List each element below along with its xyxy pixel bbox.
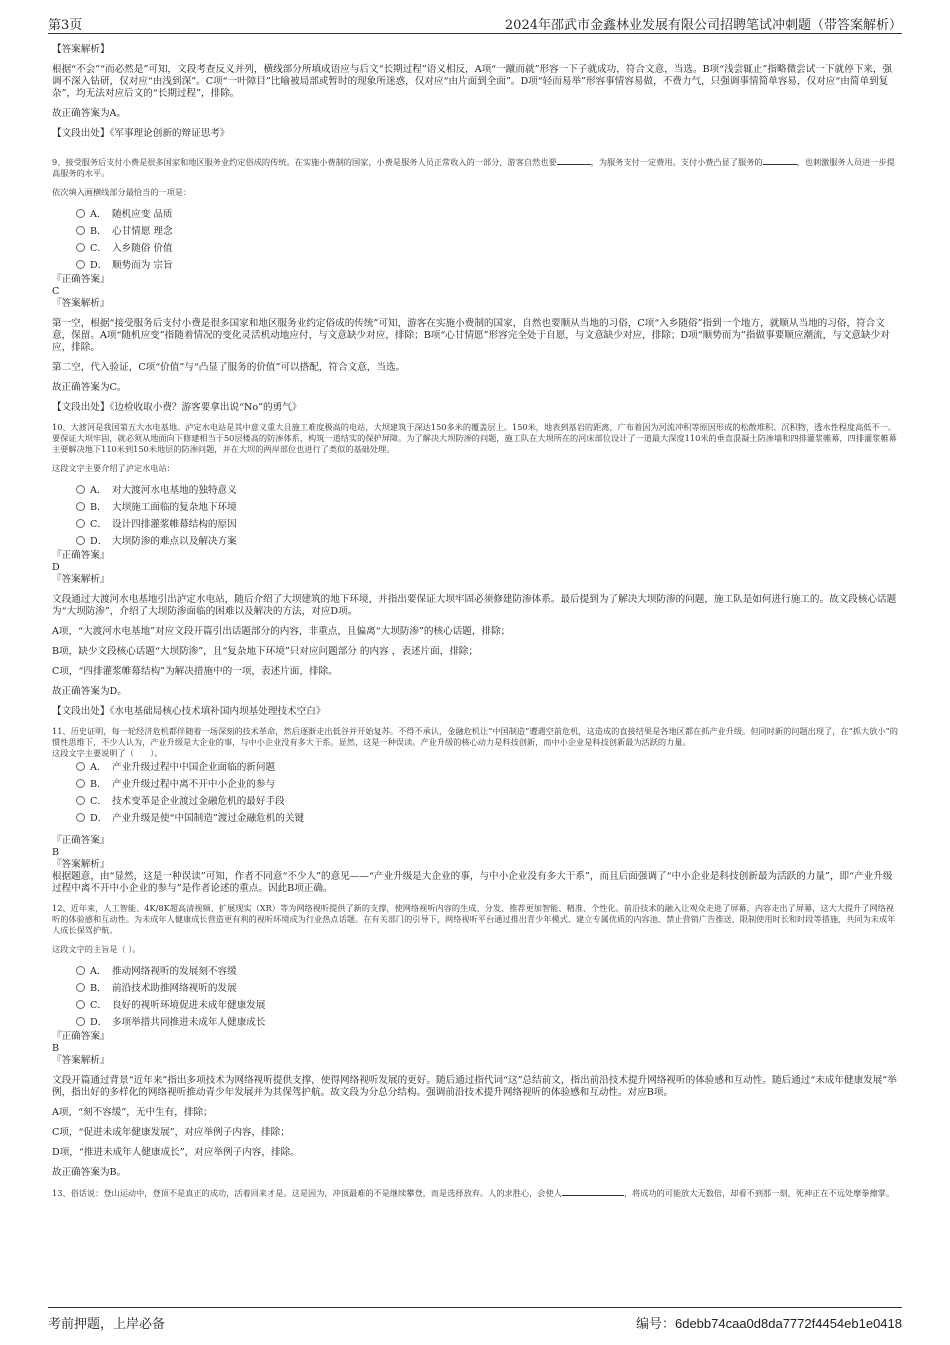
q13-blank bbox=[562, 1187, 624, 1196]
q9-option-d[interactable]: D． 顺势而为 宗旨 bbox=[76, 257, 898, 274]
q9-conclusion: 故正确答案为C。 bbox=[52, 382, 127, 393]
q11-option-b[interactable]: B． 产业升级过程中离不开中小企业的参与 bbox=[76, 776, 898, 793]
q10-option-d[interactable]: D． 大坝防渗的难点以及解决方案 bbox=[76, 533, 898, 550]
q11-option-d[interactable]: D． 产业升级是使“中国制造”渡过金融危机的关键 bbox=[76, 810, 898, 827]
q12-answer: B bbox=[52, 1043, 60, 1054]
radio-icon[interactable] bbox=[76, 519, 85, 528]
q8-analysis: 根据“不会”“而必然是”可知，文段考查反义并列，横线部分所填成语应与后文“长期过程”语义相反，A项“一蹴而就”形容一下子就成功，符合文意，当选。B项“浅尝辄止”指略微尝试一下就停下来，强调不深入钻研，仅对应“由浅到深”。C项“一叶障目”比喻被局部或暂时的现象所迷惑，仅对应“由片面到全面”。D项“轻而易举”形容事情容易做，不费力气，只强调事情简单容易，仅对应“由简单到复杂”，均无法对应后文的“长期过程”，排除。 bbox=[52, 64, 893, 99]
q9-blank-1 bbox=[557, 156, 591, 165]
radio-icon[interactable] bbox=[76, 966, 85, 975]
radio-icon[interactable] bbox=[76, 260, 85, 269]
q9-analysis-label: 『答案解析』 bbox=[52, 298, 110, 309]
q10-question: 10、大渡河是我国第五大水电基地。泸定水电站是其中意义重大且施工难度极高的电站，大坝建筑于深达150多米的覆盖层上。150米，地表到基岩的距离，广布着因为河流冲积等原因形成的松散堆积、沉积物，透水性程度高低不一。要保证大坝牢固，就必须从地面向下修建相当于50层楼高的防渗体系，构筑一道结实的保护屏障。为了解决大坝防渗的问题，施工队在大坝所在的河床部位设计了一道最大深度110米的垂直混凝土防渗墙和四排灌浆帷幕，四排灌浆帷幕主要解决地下110米到150米地层的防渗问题，并在大坝的两岸部位也进行了类似的基础处理。 bbox=[52, 422, 897, 454]
q12-conclusion: 故正确答案为B。 bbox=[52, 1167, 127, 1178]
q10-option-a[interactable]: A． 对大渡河水电基地的独特意义 bbox=[76, 482, 898, 499]
q12-analysis-label: 『答案解析』 bbox=[52, 1055, 110, 1066]
page-content bbox=[52, 44, 898, 1199]
header-divider bbox=[48, 33, 902, 34]
q10-correct-label: 『正确答案』 bbox=[52, 550, 110, 561]
q12-correct-label: 『正确答案』 bbox=[52, 1031, 110, 1042]
document-title: 2024年邵武市金鑫林业发展有限公司招聘笔试冲刺题（带答案解析） bbox=[504, 18, 902, 33]
radio-icon[interactable] bbox=[76, 983, 85, 992]
q12-option-c[interactable]: C． 良好的视听环境促进未成年健康发展 bbox=[76, 997, 898, 1014]
q10-option-c[interactable]: C． 设计四排灌浆帷幕结构的原因 bbox=[76, 516, 898, 533]
q10-analysis-label: 『答案解析』 bbox=[52, 574, 110, 585]
radio-icon[interactable] bbox=[76, 762, 85, 771]
q9-source: 【文段出处】《边检收取小费？游客要拿出说“No”的勇气》 bbox=[52, 402, 302, 413]
q9-analysis-2: 第二空，代入验证，C项“价值”与“凸显了服务的价值”可以搭配，符合文意，当选。 bbox=[52, 362, 406, 373]
q10-source: 【文段出处】《水电基础局核心技术填补国内坝基处理技术空白》 bbox=[52, 706, 326, 717]
q9-option-b[interactable]: B． 心甘情愿 理念 bbox=[76, 223, 898, 240]
q10-analysis-b: B项，缺少文段核心话题“大坝防渗”，且“复杂地下环境”只对应问题部分 的内容 ，表述片面，排除； bbox=[52, 646, 479, 657]
q11-correct-label: 『正确答案』 bbox=[52, 835, 110, 846]
q10-option-b[interactable]: B． 大坝施工面临的复杂地下环境 bbox=[76, 499, 898, 516]
q10-analysis-c: C项，“四排灌浆帷幕结构”为解决措施中的一项，表述片面，排除。 bbox=[52, 666, 338, 677]
radio-icon[interactable] bbox=[76, 1017, 85, 1026]
q12-analysis-a: A项，“刻不容缓”，无中生有，排除； bbox=[52, 1107, 213, 1118]
q10-analysis-a: A项，“大渡河水电基地”对应文段开篇引出话题部分的内容，非重点，且偏离“大坝防渗”的核心话题，排除； bbox=[52, 626, 511, 637]
q8-analysis-label: 【答案解析】 bbox=[52, 44, 110, 55]
q9-prompt: 依次填入画横线部分最恰当的一项是： bbox=[52, 187, 192, 197]
radio-icon[interactable] bbox=[76, 485, 85, 494]
q9-blank-2 bbox=[763, 156, 797, 165]
radio-icon[interactable] bbox=[76, 536, 85, 545]
q9-question: 9、接受服务后支付小费是很多国家和地区服务业约定俗成的传统。在实施小费制的国家，小费是服务人员正常收入的一部分，游客自然也要 ，为服务支付一定费用。支付小费凸显了服务的 ，也刺激服务人员进一步提高服务的水平。 bbox=[52, 157, 895, 178]
q12-analysis-d: D项，“推进未成年人健康成长”，对应举例子内容，排除。 bbox=[52, 1147, 300, 1158]
q9-option-a[interactable]: A． 随机应变 品质 bbox=[76, 206, 898, 223]
footer-slogan: 考前押题，上岸必备 bbox=[48, 1317, 166, 1332]
q11-answer: B bbox=[52, 847, 60, 858]
radio-icon[interactable] bbox=[76, 226, 85, 235]
q11-option-a[interactable]: A． 产业升级过程中中国企业面临的新问题 bbox=[76, 759, 898, 776]
q11-analysis: 根据题意，由“显然，这是一种误读”可知，作者不同意“不少人”的意见——“产业升级是大企业的事，与中小企业没有多大干系”，而且后面强调了“中小企业是科技创新最为活跃的力量”，即“产业升级过程中离不开中小企业的参与”是作者论述的重点。因此B项正确。 bbox=[52, 871, 893, 894]
radio-icon[interactable] bbox=[76, 813, 85, 822]
radio-icon[interactable] bbox=[76, 779, 85, 788]
footer-divider bbox=[48, 1307, 902, 1308]
q12-analysis-c: C项，“促进未成年健康发展”，对应举例子内容，排除； bbox=[52, 1127, 290, 1138]
q9-answer: C bbox=[52, 286, 60, 297]
q10-analysis-1: 文段通过大渡河水电基地引出泸定水电站，随后介绍了大坝建筑的地下环境，并指出要保证大坝牢固必须修建防渗体系。最后提到为了解决大坝防渗的问题，施工队是如何进行施工的。故文段核心话题为“大坝防渗”，介绍了大坝防渗面临的困难以及解决的方法，对应D项。 bbox=[52, 594, 897, 617]
q8-source: 【文段出处】《军事理论创新的辩证思考》 bbox=[52, 128, 230, 139]
radio-icon[interactable] bbox=[76, 796, 85, 805]
radio-icon[interactable] bbox=[76, 209, 85, 218]
q12-option-b[interactable]: B． 前沿技术助推网络视听的发展 bbox=[76, 980, 898, 997]
radio-icon[interactable] bbox=[76, 502, 85, 511]
q10-conclusion: 故正确答案为D。 bbox=[52, 686, 127, 697]
q11-question: 11、历史证明，每一轮经济危机都伴随着一场深刻的技术革命，然后逐渐走出低谷并开始复苏。不得不承认，金融危机让“中国制造”遭遇空前危机，这造成的直接结果是各地区都在抓产业升级。但同时新的问题出现了，在“抓大放小”的惯性思维下，不少人认为，产业升级是大企业的事，与中小企业没有多大干系。显然，这是一种误读。产业升级的核心动力是科技创新，而中小企业是科技创新最为活跃的力量。 bbox=[52, 726, 898, 747]
q12-question: 12、近年来，人工智能、4K/8K超高清视频、扩展现实（XR）等为网络视听提供了新的支撑，使网络视听内容的生成、分发、推荐更加智能、精准、个性化。前沿技术的融入让观众走进了屏幕，内容走出了屏幕，这大大提升了网络视听的体验感和互动性。为未成年人健康成长营造更有利的视听环境成为行业热点话题。在有关部门的引导下，网络视听平台通过推出青少年模式、建立专属优质的内容池、禁止营销广告推送、限制使用时长和时段等措施，共同为未成年人成长保驾护航。 bbox=[52, 903, 896, 935]
q10-prompt: 这段文字主要介绍了泸定水电站： bbox=[52, 463, 175, 473]
page-number: 第3页 bbox=[48, 18, 83, 33]
q12-prompt: 这段文字的主旨是（ ）。 bbox=[52, 944, 141, 954]
radio-icon[interactable] bbox=[76, 243, 85, 252]
page-header bbox=[48, 14, 902, 32]
q11-prompt: 这段文字主要说明了（ ）。 bbox=[52, 748, 163, 758]
q12-option-a[interactable]: A． 推动网络视听的发展刻不容缓 bbox=[76, 963, 898, 980]
q9-analysis-1: 第一空，根据“接受服务后支付小费是很多国家和地区服务业约定俗成的传统”可知，游客在实施小费制的国家，自然也要顺从当地的习俗，C项“入乡随俗”指到一个地方，就顺从当地的习俗，符合文意，保留。A项“随机应变”指随着情况的变化灵活机动地应付，与文意缺少对应，排除；B项“心甘情愿”形容完全处于自愿，与文意缺少对应，排除；D项“顺势而为”指做事要顺应潮流，与文意缺少对应，排除。 bbox=[52, 318, 890, 353]
q12-analysis-1: 文段开篇通过背景“近年来”指出多项技术为网络视听提供支撑，使得网络视听发展的更好。随后通过指代词“这”总结前文，指出前沿技术提升网络视听的体验感和互动性。随后通过“未成年健康发展”举例，指出好的多样化的网络视听推动青少年发展并为其保驾护航。故文段为分总分结构。强调前沿技术提升网络视听的体验感和互动性。对应B项。 bbox=[52, 1075, 897, 1098]
radio-icon[interactable] bbox=[76, 1000, 85, 1009]
q8-conclusion: 故正确答案为A。 bbox=[52, 108, 127, 119]
q13-question: 13、俗话说：登山运动中，登顶不是真正的成功，活着回来才是。这是因为，冲顶最难的不是继续攀登，而是选择放弃。人的求胜心，会使人 ，将成功的可能放大无数倍，却看不到那一刻，死神正在不远处摩拳擦掌。 bbox=[52, 1188, 895, 1198]
q12-option-d[interactable]: D． 多项举措共同推进未成年人健康成长 bbox=[76, 1014, 898, 1031]
q9-option-c[interactable]: C． 入乡随俗 价值 bbox=[76, 240, 898, 257]
q9-correct-label: 『正确答案』 bbox=[52, 274, 110, 285]
q11-analysis-label: 『答案解析』 bbox=[52, 859, 110, 870]
document-id: 编号：6debb74caa0d8da7772f4454eb1e0418 bbox=[635, 1316, 902, 1331]
q10-answer: D bbox=[52, 562, 60, 573]
q11-option-c[interactable]: C． 技术变革是企业渡过金融危机的最好手段 bbox=[76, 793, 898, 810]
